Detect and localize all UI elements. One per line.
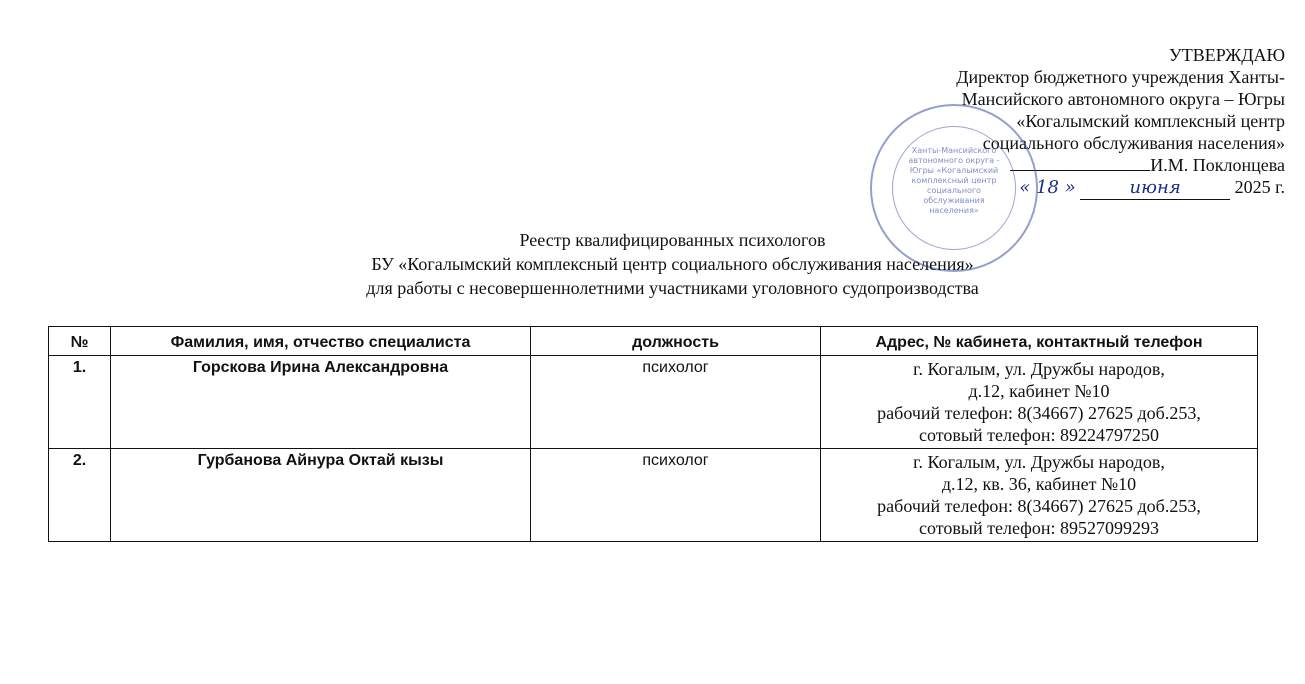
table-row (49, 449, 1258, 542)
header-full-name: Фамилия, имя, отчество специалиста (111, 327, 531, 356)
table-row (49, 356, 1258, 449)
approval-line-2: Мансийского автономного округа – Югры (961, 89, 1285, 109)
specialist-address (821, 356, 1258, 449)
date-year: 2025 г. (1234, 177, 1285, 197)
mobile-phone: сотовый телефон: 89527099293 (919, 518, 1159, 538)
mobile-phone: сотовый телефон: 89224797250 (919, 425, 1159, 445)
title-line-1: Реестр квалифицированных психологов (519, 230, 826, 250)
specialist-name: Горскова Ирина Александровна (111, 356, 531, 449)
address-line: г. Когалым, ул. Дружбы народов, (913, 359, 1165, 379)
date-day: « 18 » (1019, 177, 1076, 198)
header-address-phone: Адрес, № кабинета, контактный телефон (821, 327, 1258, 356)
date-month: июня (1080, 177, 1230, 200)
row-number: 2. (49, 449, 111, 542)
header-position: должность (531, 327, 821, 356)
title-line-2: БУ «Когалымский комплексный центр социального обслуживания населения» (371, 254, 974, 274)
address-line: д.12, кабинет №10 (968, 381, 1110, 401)
approval-heading: УТВЕРЖДАЮ (1168, 45, 1285, 65)
document-title (0, 228, 1305, 300)
signer-name: И.М. Поклонцева (1150, 155, 1285, 175)
address-line: г. Когалым, ул. Дружбы народов, (913, 452, 1165, 472)
header-number: № (49, 327, 111, 356)
psychologist-registry-table (48, 326, 1258, 542)
title-line-3: для работы с несовершеннолетними участниками уголовного судопроизводства (366, 278, 979, 298)
address-line: д.12, кв. 36, кабинет №10 (941, 474, 1137, 494)
specialist-position: психолог (531, 449, 821, 542)
specialist-name: Гурбанова Айнура Октай кызы (111, 449, 531, 542)
stamp-text: Ханты-Мансийского автономного округа - Югры «Когалымский комплексный центр социального обслуживания населения» (908, 146, 1000, 215)
work-phone: рабочий телефон: 8(34667) 27625 доб.253, (877, 403, 1201, 423)
work-phone: рабочий телефон: 8(34667) 27625 доб.253, (877, 496, 1201, 516)
approval-line-1: Директор бюджетного учреждения Ханты- (956, 67, 1285, 87)
approval-block (865, 44, 1285, 200)
approval-line-4: социального обслуживания населения» (982, 133, 1285, 153)
table-header-row (49, 327, 1258, 356)
signature-line (865, 154, 1285, 176)
row-number: 1. (49, 356, 111, 449)
signature-blank (1010, 154, 1150, 171)
approval-line-3: «Когалымский комплексный центр (1016, 111, 1285, 131)
approval-date (865, 176, 1285, 200)
specialist-address (821, 449, 1258, 542)
specialist-position: психолог (531, 356, 821, 449)
